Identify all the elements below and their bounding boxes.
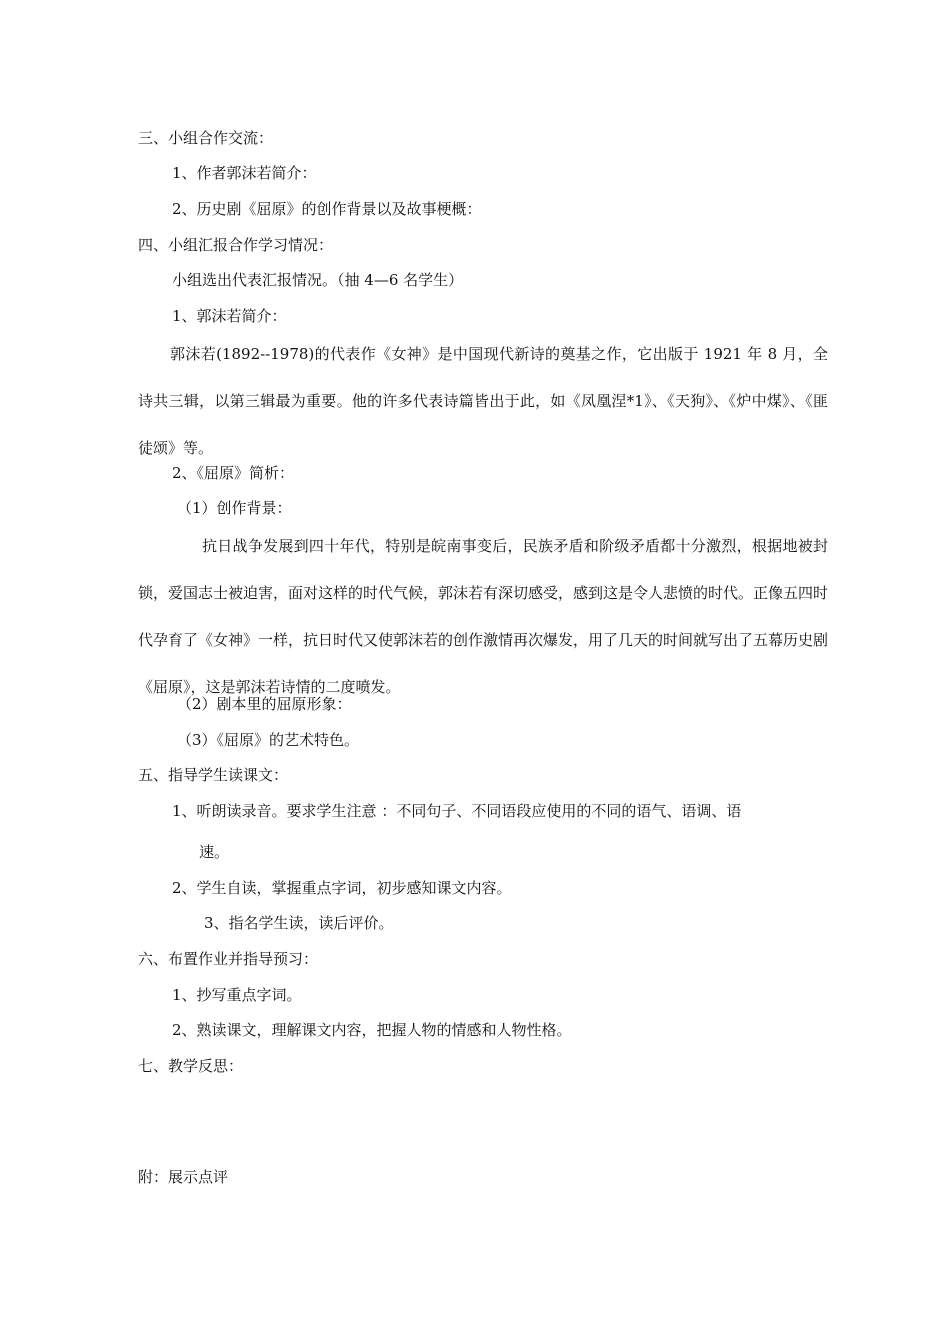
section-heading-6: 六、布置作业并指导预习： xyxy=(138,950,319,968)
list-item: 2、《屈原》简析： xyxy=(172,464,295,482)
list-item: 3、指名学生读，读后评价。 xyxy=(204,914,394,932)
background-paragraph: 抗日战争发展到四十年代，特别是皖南事变后，民族矛盾和阶级矛盾都十分激烈，根据地被封锁，爱国志士被迫害，面对这样的时代气候，郭沫若有深切感受，感到这是令人悲愤的时代。正像五四时代孕育了《女神》一样，抗日时代又使郭沫若的创作激情再次爆发，用了几天的时间就写出了五幕历史剧《屈原》，这是郭沫若诗情的二度喷发。 xyxy=(138,537,829,696)
guo-intro-paragraph: 郭沫若(1892--1978)的代表作《女神》是中国现代新诗的奠基之作，它出版于 1921 年 8 月，全诗共三辑，以第三辑最为重要。他的许多代表诗篇皆出于此，如《凤凰涅*1》、《天狗》、《炉中煤》、《匪徒颂》等。 xyxy=(138,345,828,457)
sub-item: （2）剧本里的屈原形象： xyxy=(177,695,352,713)
section-heading-7: 七、教学反思： xyxy=(138,1057,244,1075)
sub-item: （3）《屈原》的艺术特色。 xyxy=(177,731,360,749)
section-heading-5: 五、指导学生读课文： xyxy=(138,766,289,784)
list-item: 2、历史剧《屈原》的创作背景以及故事梗概： xyxy=(172,200,482,218)
list-item: 1、听朗读录音。要求学生注意 ：不同句子、不同语段应使用的不同的语气、语调、语 xyxy=(172,802,742,820)
list-item-continuation: 速。 xyxy=(199,843,230,861)
section-heading-4: 四、小组汇报合作学习情况： xyxy=(138,236,334,254)
list-item: 2、学生自读，掌握重点字词，初步感知课文内容。 xyxy=(172,879,512,897)
section-heading-3: 三、小组合作交流： xyxy=(138,129,274,147)
appendix-note: 附：展示点评 xyxy=(138,1168,229,1186)
list-item: 2、熟读课文，理解课文内容，把握人物的情感和人物性格。 xyxy=(172,1021,572,1039)
list-item: 1、郭沫若简介： xyxy=(172,307,287,325)
list-item: 1、抄写重点字词。 xyxy=(172,986,302,1004)
list-item: 1、作者郭沫若简介： xyxy=(172,164,317,182)
body-text: 小组选出代表汇报情况。（抽 4—6 名学生） xyxy=(172,271,464,289)
sub-item: （1）创作背景： xyxy=(177,499,292,517)
